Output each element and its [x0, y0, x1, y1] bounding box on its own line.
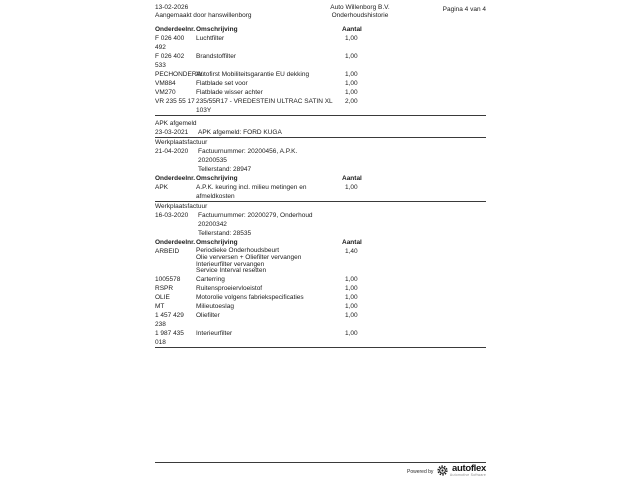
column-quantity: Aantal: [342, 239, 362, 246]
part-quantity: 1,00: [345, 71, 358, 78]
report-body: [155, 4, 486, 348]
column-part: Onderdeelnr.: [155, 26, 196, 33]
part-quantity: 1,00: [345, 80, 358, 87]
part-number: PECHONDERW: [155, 71, 203, 78]
column-quantity: Aantal: [342, 26, 362, 33]
part-number: ARBEID: [155, 248, 180, 255]
part-description: Milieutoeslag: [196, 303, 234, 311]
table-row: [155, 275, 486, 284]
company-name: Auto Willenborg B.V.: [330, 4, 390, 11]
part-description: Luchtfilter: [196, 35, 225, 42]
part-description: Ruitensproeiervloeistof: [196, 285, 263, 293]
column-description: Omschrijving: [196, 175, 238, 182]
part-quantity: 1,00: [345, 312, 358, 320]
part-quantity: 1,00: [345, 89, 358, 96]
column-part: Onderdeelnr.: [155, 175, 196, 182]
work-line: Periodieke Onderhoudsbeurt: [196, 247, 280, 254]
table-row: [155, 52, 486, 70]
created-by: Aangemaakt door hanswillenborg: [155, 12, 252, 19]
part-quantity: 1,00: [345, 53, 358, 60]
report-date: 13-02-2026: [155, 4, 189, 11]
part-quantity: 1,00: [345, 330, 358, 338]
invoice-number: Factuurnummer: 20200279, Onderhoud: [198, 212, 313, 219]
entry-description: APK afgemeld: FORD KUGA: [198, 129, 282, 136]
section-title: Werkplaatsfactuur: [155, 139, 208, 146]
part-number: 1005578: [155, 276, 181, 284]
table-header: [155, 174, 486, 183]
page-number: Pagina 4 van 4: [442, 6, 486, 13]
table-row: [155, 311, 486, 329]
part-number: 1 987 435 018: [155, 330, 184, 347]
logo-name: autoflex: [451, 463, 486, 474]
page-header: [155, 4, 486, 20]
table-row: [155, 34, 486, 52]
table-row: [155, 97, 486, 115]
section-title: APK afgemeld: [155, 120, 197, 127]
section-title: Werkplaatsfactuur: [155, 203, 208, 210]
invoice-number-2: 20200342: [198, 221, 227, 228]
invoice-number: Factuurnummer: 20200456, A.P.K.: [198, 148, 298, 155]
part-number: RSPR: [155, 285, 174, 293]
part-description: Flatblade wisser achter: [196, 89, 263, 96]
logo-subtext: Automotive Software: [449, 473, 486, 477]
section-divider: [155, 115, 486, 116]
part-description: Interieurfilter: [196, 330, 233, 338]
table-header: [155, 238, 486, 247]
invoice-details: [198, 147, 486, 174]
part-quantity: 1,40: [345, 248, 358, 255]
entry-date: 23-03-2021: [155, 129, 189, 136]
part-quantity: 1,00: [345, 285, 358, 293]
work-line: Service Interval resetten: [196, 267, 267, 275]
part-number: F 026 402 533: [155, 53, 185, 69]
part-number: 1 457 429 238: [155, 312, 184, 329]
table-row: [155, 79, 486, 88]
section-row: [155, 128, 486, 137]
part-number: APK: [155, 184, 169, 191]
header-center: [295, 4, 425, 20]
table-row: [155, 293, 486, 302]
part-number: VM884: [155, 80, 176, 87]
section-row: [155, 147, 486, 174]
work-line: Olie verversen + Oliefilter vervangen: [196, 253, 302, 261]
section-divider: [155, 347, 486, 348]
part-description: Brandstoffilter: [196, 53, 236, 60]
table-row: [155, 284, 486, 293]
invoice-details: [198, 211, 486, 238]
odometer-reading: Tellerstand: 28947: [198, 166, 252, 173]
entry-date: 21-04-2020: [155, 148, 189, 155]
work-line: Interieurfilter vervangen: [196, 260, 265, 268]
part-quantity: 1,00: [345, 184, 358, 191]
footer-divider: [155, 462, 486, 463]
column-part: Onderdeelnr.: [155, 239, 196, 246]
part-quantity: 2,00: [345, 98, 358, 105]
invoice-number-2: 20200535: [198, 157, 227, 164]
header-left: [155, 4, 295, 20]
part-number: F 026 400 492: [155, 35, 185, 51]
table-row: [155, 302, 486, 311]
table-row: [155, 329, 486, 347]
part-number: OLIE: [155, 294, 170, 302]
table-row: [155, 70, 486, 79]
part-description: Carterring: [196, 276, 225, 284]
part-description: A.P.K. keuring incl. milieu metingen en afmeldkosten: [196, 184, 307, 200]
table-row: [155, 247, 486, 275]
column-description: Omschrijving: [196, 239, 238, 246]
section-row: [155, 211, 486, 238]
logo-text-wrap: [450, 464, 486, 477]
part-quantity: 1,00: [345, 294, 358, 302]
part-description: Flatblade set voor: [196, 80, 248, 87]
part-description: 235/55R17 - VREDESTEIN ULTRAC SATIN XL 103Y: [196, 98, 333, 114]
part-number: VR 235 55 17: [155, 98, 195, 105]
part-description: Autofirst Mobiliteitsgarantie EU dekking: [196, 71, 310, 78]
part-description: Motorolie volgens fabriekspecificaties: [196, 294, 304, 302]
table-header: [155, 25, 486, 34]
column-description: Omschrijving: [196, 26, 238, 33]
footer-branding: [380, 464, 486, 477]
column-quantity: Aantal: [342, 175, 362, 182]
autoflex-logo: [437, 464, 486, 477]
part-description: Oliefilter: [196, 312, 220, 320]
part-number: MT: [155, 303, 165, 311]
entry-date: 16-03-2020: [155, 212, 189, 219]
table-row: [155, 88, 486, 97]
document-title: Onderhoudshistorie: [331, 12, 389, 19]
odometer-reading: Tellerstand: 28535: [198, 230, 252, 237]
part-quantity: 1,00: [345, 276, 358, 284]
part-number: VM270: [155, 89, 176, 96]
powered-by-label: Powered by: [407, 468, 434, 475]
gear-icon: [437, 465, 448, 476]
table-row: [155, 183, 486, 201]
part-quantity: 1,00: [345, 303, 358, 311]
part-quantity: 1,00: [345, 35, 358, 42]
part-description-multiline: [196, 247, 342, 275]
